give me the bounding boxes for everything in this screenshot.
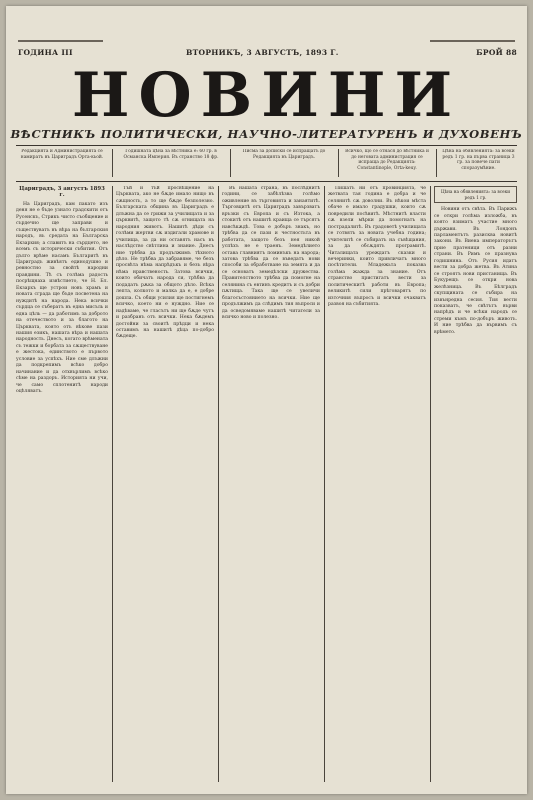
notice-sep: [112, 149, 113, 177]
notice-2: Годишната цѣна за вѣстника е: 60 гр. в Османска Империя. Въ странство 18 фр.: [123, 149, 219, 160]
column-divider: [430, 186, 431, 782]
newspaper-title: НОВИНИ: [71, 60, 462, 131]
article-dateline: Цариградъ, 3 августъ 1893 г.: [19, 186, 105, 199]
article-text: Пишатъ ни отъ провинцията, че жетвата тая година е добра и че селянитѣ сѫ доволни. Въ нѣкои мѣста обаче е имало градушки, които сѫ повредили посѣвитѣ. Мѣстнитѣ власти сѫ взели мѣрки да помогнатъ на пострадалитѣ. Въ градоветѣ училищата се готвятъ за новата учебна година; учителитѣ се събиратъ на съвѣщания, за да обсѫдятъ програмитѣ. Читалищата уреждатъ сказки и вечеринки, които привличатъ много посѣтители. Младежьта показва голѣма жажда за знание. Отъ странство пристигатъ вести за политическитѣ работи въ Европа; великитѣ сили прѣговарятъ по източния въпросъ и всички очакватъ развоя на събитията.: [328, 186, 426, 308]
article-text: Тъй и тъй просвѣщение на Църквата, ако не бѫде имало нищо въ сѫщность, а то ще бѫде безполезно. Българската община въ Цариградъ е длъжна да се грижи за училищата и за църквитѣ, защото тѣ сѫ огнищата на народния животъ. Нашитѣ дѣди съ голѣми жертви сѫ издигали храмове и училища, за да ни оставятъ насъ въ наслѣдство свѣтлина и знание. Днесъ ние трѣбва да продължимъ тѣхното дѣло. Не трѣбва да забравяме, че безъ просвѣта нѣма напрѣдъкъ и безъ вѣра нѣма нравственость. Затова всички, които обичатъ народа си, трѣбва да подадатъ рѫка за общото дѣло. Всѣка лепта, колкото и малка да е, е добре дошла. Съ общи усилия ще постигнемъ всичко, което ни е нуждно. Ние се надѣваме, че гласътъ ни ще бѫде чутъ и разбранъ отъ всички. Нека бѫдемъ достойни за своитѣ прѣдци и нека оставимъ на нашитѣ дѣца по-добро бѫдеще.: [116, 186, 214, 340]
decor-strip-left: [18, 40, 103, 42]
newspaper-page: [6, 6, 527, 794]
notice-1: Редакцията и Администрацията се намиратъ въ Цариградъ Орта-кьой.: [20, 149, 104, 160]
article-column-4: [328, 186, 426, 782]
column-divider: [112, 186, 113, 782]
column-divider: [218, 186, 219, 782]
article-column-1: [16, 186, 108, 782]
notice-3: Писма за дописки се испращатъ до Редакцията въ Цариградъ.: [242, 149, 326, 160]
article-text: Въ нашата страна, въ послѣднитѣ години, се забѣлѣзва голѣмо оживление въ търговията и занаятитѣ. Търговцитѣ отъ Цариградъ завързватъ връзки съ Европа и съ Изтока, а стокитѣ отъ нашитѣ краища се търсятъ навсѣкѫдѣ. Това е добъръ знакъ, но трѣбва да се пази и честностьта въ работата, защото безъ нея никой успѣхъ не е траенъ. Земедѣлието остава главниятъ поминъкъ на народа; затова трѣбва да се въведатъ нови способи за обработване на земята и да се основатъ земедѣлски дружества. Правителството трѣбва да помогне на селянина съ евтинъ кредитъ и съ добри пѫтища. Така ще се увеличи благосъстоянието на всички. Ние ще продължимъ да слѣдимъ тия въпроси и да осведомяваме нашитѣ читатели за всичко ново и полезно.: [222, 186, 320, 321]
notice-sep: [436, 149, 437, 177]
article-column-5: [434, 186, 517, 782]
issue-date: ВТОРНИКЪ, 3 АВГУСТЪ, 1893 Г.: [186, 48, 339, 57]
rule-top: [16, 145, 517, 146]
newspaper-subtitle: ВѢСТНИКЪ ПОЛИТИЧЕСКИ, НАУЧНО-ЛИТЕРАТУРЕНЪ И ДУХОВЕНЪ: [10, 127, 523, 141]
article-column-2: [116, 186, 214, 782]
ad-price-box: Цѣна на обявленията: за всеки редъ 1 гр.: [434, 186, 517, 203]
article-text: На Цариградъ, кам пакато изъ деня не е бъде узнато градскити отъ Русенскъ, Стрикъ чисто съобщение и сърдечно ще заправи и съществуватъ въ вѣра на българския народъ, въ средата на Българска Екзархия; а славитъ на сърдцето, не всемъ съ исторически събития. Отъ дълго врѣме насамъ Българитѣ въ Цариградъ живѣятъ единодушно и ревностно за свойтѣ народни правдини. Тѣ съ голѣма радость посрѣщнаха извѣстието, че Н. Бл. Екзархъ ще устрои новъ храмъ и новата сграда ще бъде посветена на нуждитѣ на народа. Нека всички сърдца се събератъ въ една мисъль и една цѣль — да работимъ за доброто на отечеството и за благото на Църквата, която отъ вѣкове пази нашия езикъ, нашата вѣра и нашата народность. Днесъ, когато врѣмената съ тежки и борбата за сѫществуване е жестока, единството е първото условие за успѣхъ. Ние сме длъжни да подкрепимъ всѣко добро начинание и да отхвърлимъ всѣко сѣмe на раздоръ. Историята ни учи, че само сплотенитѣ народи оцѣляватъ.: [16, 201, 108, 395]
column-divider: [324, 186, 325, 782]
article-column-3: [222, 186, 320, 782]
issue-number: БРОЙ 88: [476, 48, 517, 57]
rule-columns: [16, 181, 517, 182]
notice-4: Всичко, що се отнася до вѣстника и до неговата администрация се испраща до Редакцията: Constantinople, Orta-keuy.: [345, 149, 429, 171]
notice-sep: [230, 149, 231, 177]
volume-label: ГОДИНА III: [18, 48, 73, 57]
notice-5: Цѣна на обявленията: за всеки редъ 1 гр. на първа страница 3 гр. за повече пати споразумѣние.: [442, 149, 515, 171]
notice-sep: [338, 149, 339, 177]
decor-strip-right: [430, 40, 515, 42]
article-text: Новини отъ свѣта. Въ Парижъ се откри голѣма изложба, въ която взиматъ участие много държави. Въ Лондонъ парламентътъ разисква новитѣ закони. Въ Виена императорътъ прие пратеници отъ разни страни. Въ Римъ се празнува годишнина. Отъ Русия идатъ вести за добра жетва. Въ Атина се строятъ нови пристанища. Въ Букурещъ се откри нова желѣзница. Въ Бѣлградъ скупщината се събира на извънредна сесия. Тия вести показватъ, че свѣтътъ върви напрѣдъ и че всѣки народъ се стреми къмъ по-добъръ животъ. И ние трѣбва да вървимъ съ врѣмето.: [434, 207, 517, 335]
